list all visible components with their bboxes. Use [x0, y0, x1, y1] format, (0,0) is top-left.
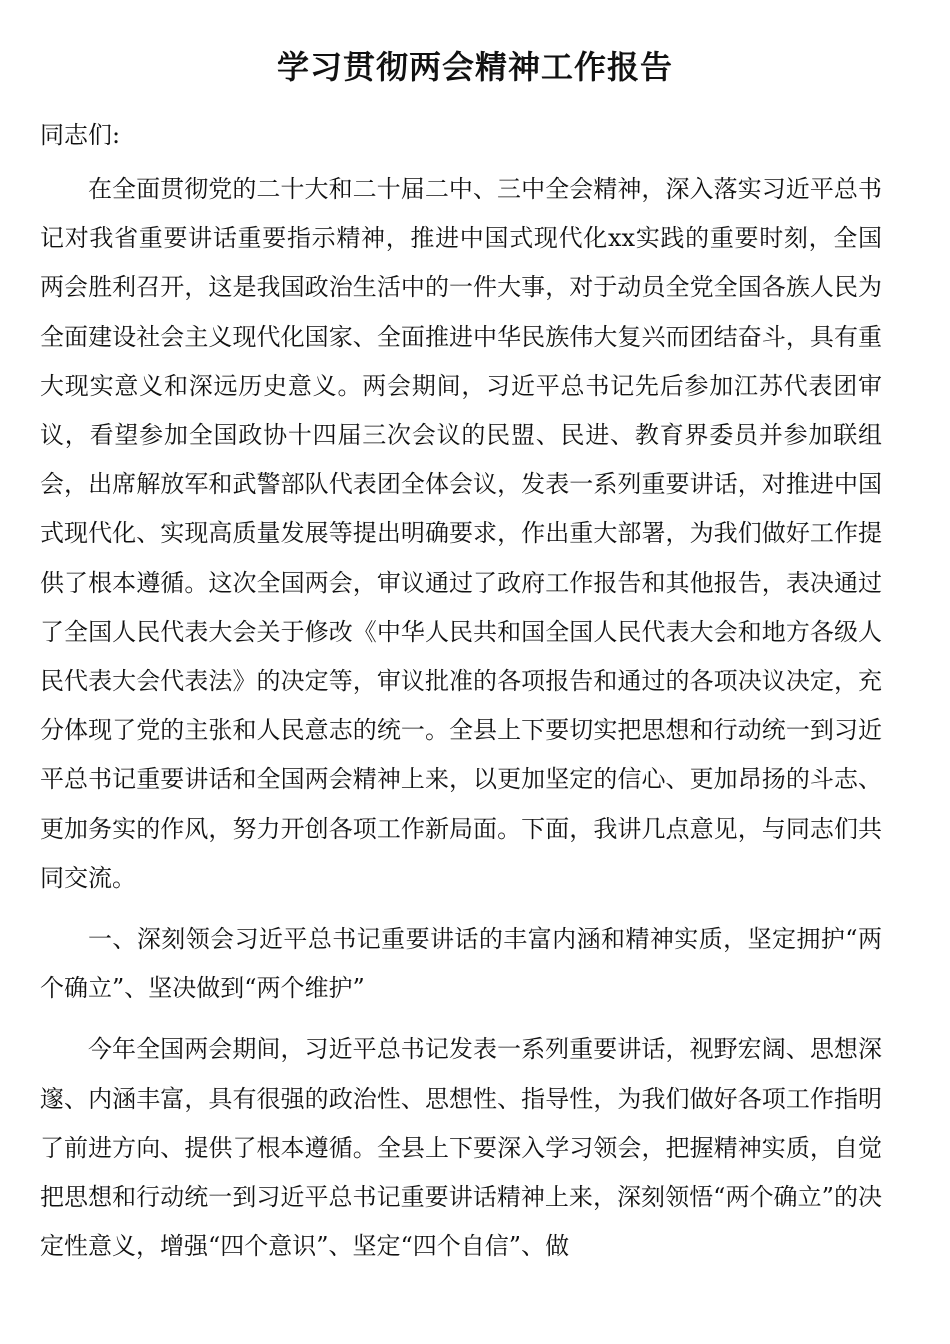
paragraph-intro: 在全面贯彻党的二十大和二十届二中、三中全会精神，深入落实习近平总书记对我省重要讲话重要指示精神，推进中国式现代化xx实践的重要时刻，全国两会胜利召开，这是我国政治生活中的一件大事，对于动员全党全国各族人民为全面建设社会主义现代化国家、全面推进中华民族伟大复兴而团结奋斗，具有重大现实意义和深远历史意义。两会期间，习近平总书记先后参加江苏代表团审议，看望参加全国政协十四届三次会议的民盟、民进、教育界委员并参加联组会，出席解放军和武警部队代表团全体会议，发表一系列重要讲话，对推进中国式现代化、实现高质量发展等提出明确要求，作出重大部署，为我们做好工作提供了根本遵循。这次全国两会，审议通过了政府工作报告和其他报告，表决通过了全国人民代表大会关于修改《中华人民共和国全国人民代表大会和地方各级人民代表大会代表法》的决定等，审议批准的各项报告和通过的各项决议决定，充分体现了党的主张和人民意志的统一。全县上下要切实把思想和行动统一到习近平总书记重要讲话和全国两会精神上来，以更加坚定的信心、更加昂扬的斗志、更加务实的作风，努力开创各项工作新局面。下面，我讲几点意见，与同志们共同交流。: [40, 175, 882, 892]
document-title: 学习贯彻两会精神工作报告: [276, 48, 673, 86]
salutation: 同志们:: [40, 121, 121, 149]
paragraph-section-1: 今年全国两会期间，习近平总书记发表一系列重要讲话，视野宏阔、思想深邃、内涵丰富，具有很强的政治性、思想性、指导性，为我们做好各项工作指明了前进方向、提供了根本遵循。全县上下要深入学习领会，把握精神实质，自觉把思想和行动统一到习近平总书记重要讲话精神上来，深刻领悟“两个确立”的决定性意义，增强“四个意识”、坚定“四个自信”、做: [40, 1035, 882, 1261]
document-body: [40, 165, 882, 1283]
section-heading-1: 一、深刻领会习近平总书记重要讲话的丰富内涵和精神实质，坚定拥护“两个确立”、坚决做到“两个维护”: [40, 925, 882, 1003]
